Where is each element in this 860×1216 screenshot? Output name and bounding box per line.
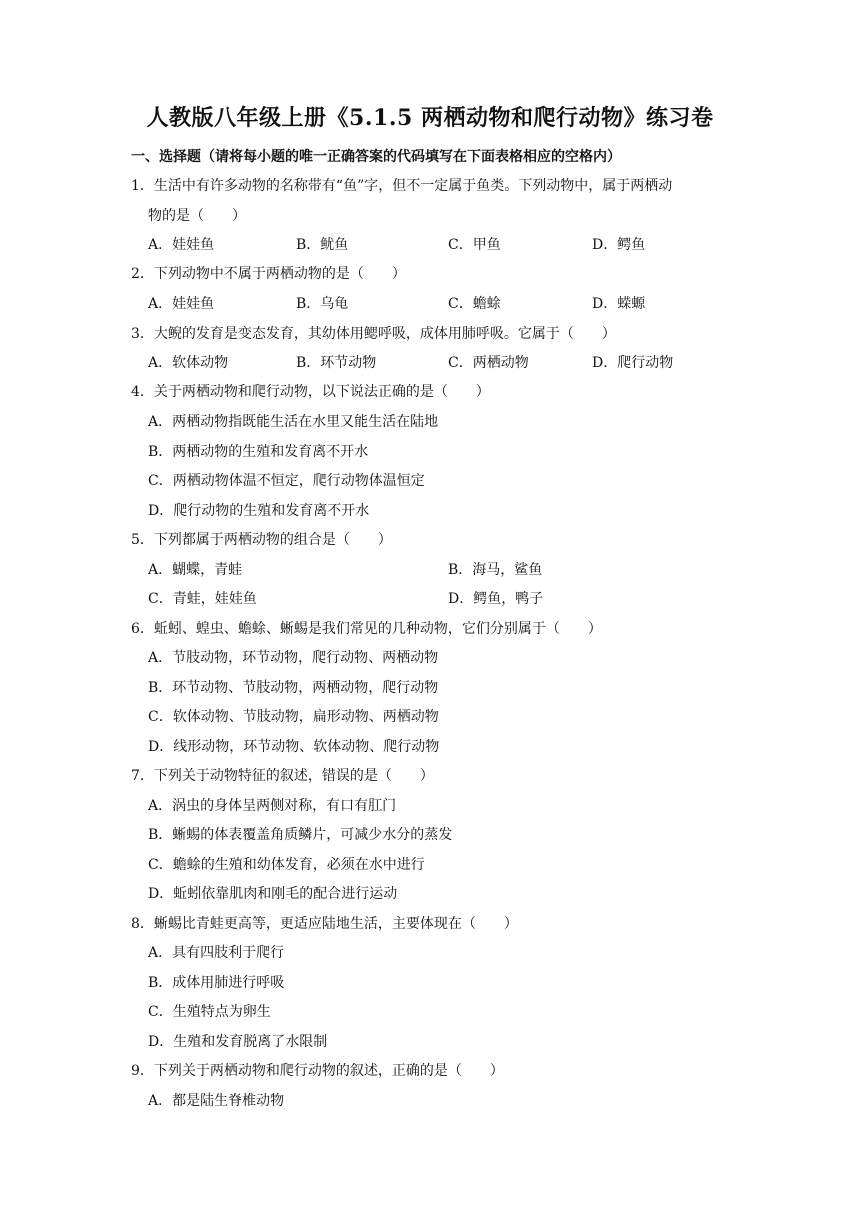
question-number: 7．	[131, 768, 154, 784]
option-b: B．成体用肺进行呼吸	[148, 975, 285, 991]
question-number: 1．	[131, 178, 154, 194]
question-stem: 关于两栖动物和爬行动物，以下说法正确的是（ ）	[153, 384, 490, 400]
option-a: A．蝴蝶，青蛙	[148, 562, 243, 578]
option-c: C．两栖动物体温不恒定，爬行动物体温恒定	[148, 473, 425, 489]
question-stem: 下列关于两栖动物和爬行动物的叙述，正确的是（ ）	[153, 1063, 504, 1079]
question-4	[131, 382, 731, 402]
question-number: 2．	[131, 266, 154, 282]
option-b: B．环节动物、节肢动物，两栖动物，爬行动物	[148, 680, 439, 696]
question-number: 8．	[131, 916, 154, 932]
option-d: D．蚯蚓依靠肌肉和刚毛的配合进行运动	[148, 886, 398, 902]
question-5	[131, 530, 731, 550]
option-d: D．蝾螈	[592, 296, 646, 312]
option-a: A．娃娃鱼	[148, 237, 215, 253]
option-a: A．软体动物	[148, 355, 229, 371]
question-stem-continued: 物的是（ ）	[148, 208, 246, 224]
question-8	[131, 914, 731, 934]
question-stem: 蜥蜴比青蛙更高等，更适应陆地生活，主要体现在（ ）	[153, 916, 518, 932]
question-7	[131, 766, 731, 786]
question-6	[131, 619, 731, 639]
option-b: B．乌龟	[296, 296, 349, 312]
question-number: 9．	[131, 1063, 154, 1079]
question-number: 3．	[131, 326, 154, 342]
option-a: A．都是陆生脊椎动物	[148, 1093, 285, 1109]
option-a: A．具有四肢利于爬行	[148, 945, 285, 961]
option-d: D．鳄鱼	[592, 237, 646, 253]
option-b: B．环节动物	[296, 355, 377, 371]
question-number: 5．	[131, 532, 154, 548]
option-b: B．鱿鱼	[296, 237, 349, 253]
option-a: A．两栖动物指既能生活在水里又能生活在陆地	[148, 414, 439, 430]
question-stem: 生活中有许多动物的名称带有“鱼”字，但不一定属于鱼类。下列动物中，属于两栖动	[153, 178, 673, 194]
option-d: D．生殖和发育脱离了水限制	[148, 1034, 328, 1050]
question-number: 4．	[131, 384, 154, 400]
option-c: C．蟾蜍的生殖和幼体发育，必须在水中进行	[148, 857, 425, 873]
option-c: C．生殖特点为卵生	[148, 1004, 271, 1020]
option-a: A．涡虫的身体呈两侧对称，有口有肛门	[148, 798, 397, 814]
option-a: A．娃娃鱼	[148, 296, 215, 312]
option-b: B．两栖动物的生殖和发育离不开水	[148, 444, 369, 460]
option-d: D．爬行动物的生殖和发育离不开水	[148, 503, 370, 519]
question-2	[131, 264, 731, 284]
option-c: C．两栖动物	[448, 355, 529, 371]
option-a: A．节肢动物，环节动物，爬行动物、两栖动物	[148, 650, 439, 666]
question-1	[131, 176, 731, 226]
option-c: C．甲鱼	[448, 237, 501, 253]
option-b: B．海马，鲨鱼	[448, 562, 543, 578]
question-3	[131, 324, 731, 344]
section-heading: 一、选择题（请将每小题的唯一正确答案的代码填写在下面表格相应的空格内）	[131, 149, 621, 165]
question-stem: 蚯蚓、蝗虫、蟾蜍、蜥蜴是我们常见的几种动物，它们分别属于（ ）	[153, 621, 602, 637]
question-stem: 下列关于动物特征的叙述，错误的是（ ）	[153, 768, 434, 784]
question-stem: 下列动物中不属于两栖动物的是（ ）	[153, 266, 406, 282]
option-d: D．线形动物，环节动物、软体动物、爬行动物	[148, 739, 440, 755]
option-c: C．蟾蜍	[448, 296, 501, 312]
option-d: D．爬行动物	[592, 355, 674, 371]
page-title: 人教版八年级上册《5.1.5 两栖动物和爬行动物》练习卷	[146, 105, 714, 131]
option-b: B．蜥蜴的体表覆盖角质鳞片，可减少水分的蒸发	[148, 827, 453, 843]
option-c: C．软体动物、节肢动物，扁形动物、两栖动物	[148, 709, 439, 725]
question-9	[131, 1061, 731, 1081]
option-c: C．青蛙，娃娃鱼	[148, 591, 257, 607]
question-stem: 下列都属于两栖动物的组合是（ ）	[153, 532, 392, 548]
question-number: 6．	[131, 621, 154, 637]
question-stem: 大鲵的发育是变态发育，其幼体用鳃呼吸，成体用肺呼吸。它属于（ ）	[153, 326, 616, 342]
option-d: D．鳄鱼，鸭子	[448, 591, 544, 607]
